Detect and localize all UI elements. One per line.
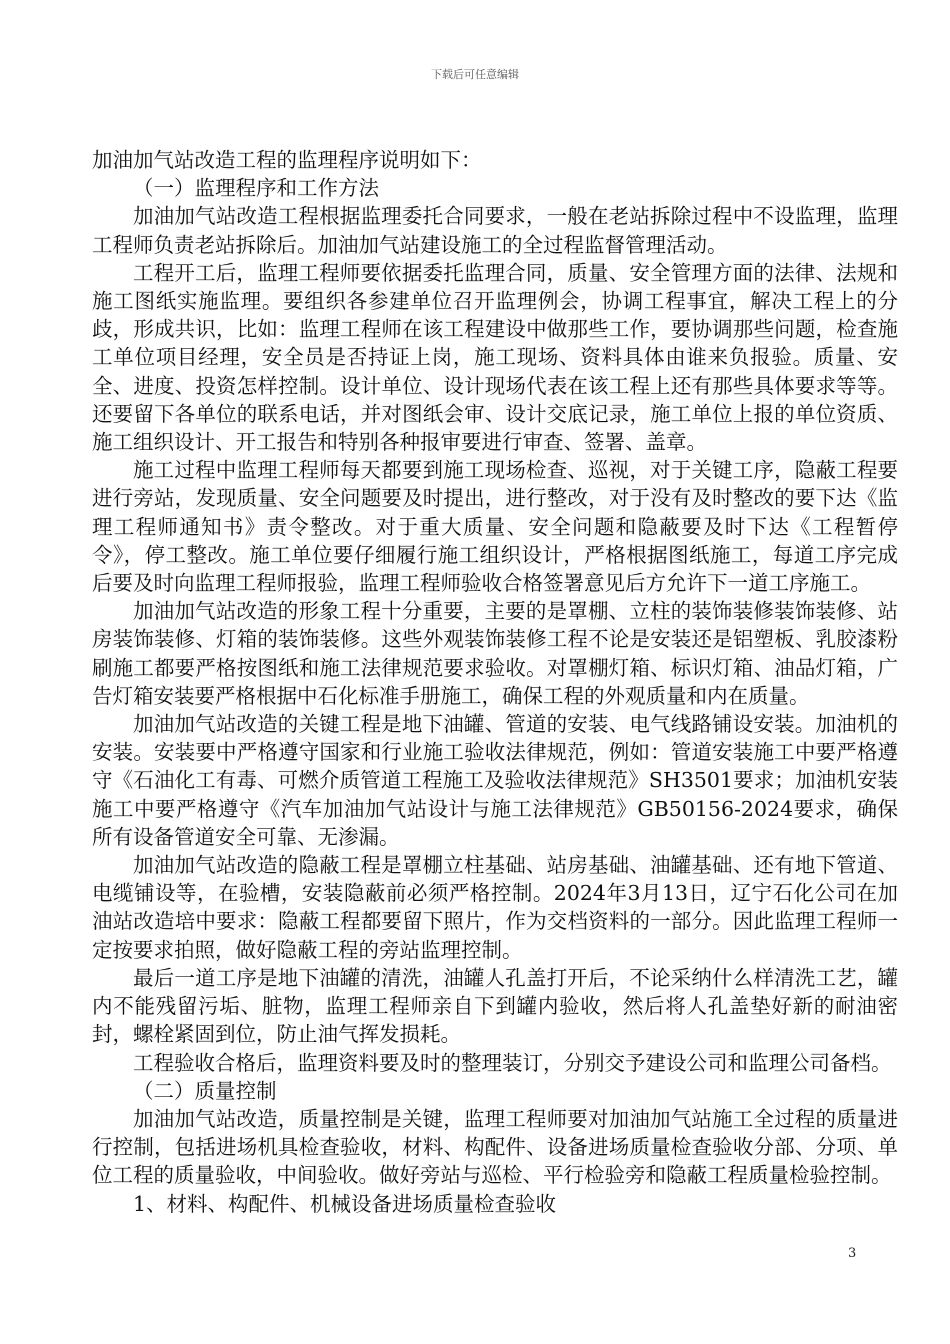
paragraph: 加油加气站改造的形象工程十分重要，主要的是罩棚、立柱的装饰装修装饰装修、站房装饰装修、灯箱的装饰装修。这些外观装饰装修工程不论是安装还是铝塑板、乳胶漆粉刷施工都要严格按图纸和施工法律规范要求验收。对罩棚灯箱、标识灯箱、油品灯箱，广告灯箱安装要严格根据中石化标准手册施工，确保工程的外观质量和内在质量。 bbox=[92, 599, 898, 708]
paragraph: 加油加气站改造工程根据监理委托合同要求，一般在老站拆除过程中不设监理，监理工程师负责老站拆除后。加油加气站建设施工的全过程监督管理活动。 bbox=[92, 204, 898, 257]
page-number: 3 bbox=[848, 1246, 857, 1261]
paragraph: 最后一道工序是地下油罐的清洗，油罐人孔盖打开后，不论采纳什么样清洗工艺，罐内不能残留污垢、脏物，监理工程师亲自下到罐内验收，然后将人孔盖垫好新的耐油密封，螺栓紧固到位，防止油气挥发损耗。 bbox=[92, 965, 898, 1047]
subsection-heading: 1、材料、构配件、机械设备进场质量检查验收 bbox=[133, 1191, 557, 1216]
document-title: 加油加气站改造工程的监理程序说明如下： bbox=[92, 148, 482, 172]
section-heading-2: （二）质量控制 bbox=[133, 1078, 277, 1103]
paragraph: 加油加气站改造的关键工程是地下油罐、管道的安装、电气线路铺设安装。加油机的安装。安装要中严格遵守国家和行业施工验收法律规范，例如：管道安装施工中要严格遵守《石油化工有毒、可燃介质管道工程施工及验收法律规范》SH3501要求；加油机安装施工中要严格遵守《汽车加油加气站设计与施工法律规范》GB50156-2024要求，确保所有设备管道安全可靠、无渗漏。 bbox=[92, 712, 898, 849]
section-heading-1: （一）监理程序和工作方法 bbox=[133, 176, 379, 201]
paragraph: 工程开工后，监理工程师要依据委托监理合同，质量、安全管理方面的法律、法规和施工图纸实施监理。要组织各参建单位召开监理例会，协调工程事宜，解决工程上的分歧，形成共识，比如：监理工程师在该工程建设中做那些工作，要协调那些问题，检查施工单位项目经理，安全员是否持证上岗，施工现场、资料具体由谁来负报验。质量、安全、进度、投资怎样控制。设计单位、设计现场代表在该工程上还有那些具体要求等等。还要留下各单位的联系电话，并对图纸会审、设计交底记录，施工单位上报的单位资质、施工组织设计、开工报告和特别各种报审要进行审查、签署、盖章。 bbox=[92, 260, 898, 455]
page-header: 下载后可任意编辑 bbox=[431, 68, 519, 81]
paragraph: 加油加气站改造的隐蔽工程是罩棚立柱基础、站房基础、油罐基础、还有地下管道、电缆铺设等，在验槽，安装隐蔽前必须严格控制。2024年3月13日，辽宁石化公司在加油站改造培中要求：隐蔽工程都要留下照片，作为交档资料的一部分。因此监理工程师一定按要求拍照，做好隐蔽工程的旁站监理控制。 bbox=[92, 853, 898, 962]
paragraph: 工程验收合格后，监理资料要及时的整理装订，分别交予建设公司和监理公司备档。 bbox=[133, 1050, 892, 1075]
paragraph: 施工过程中监理工程师每天都要到施工现场检查、巡视，对于关键工序，隐蔽工程要进行旁站，发现质量、安全问题要及时提出，进行整改，对于没有及时整改的要下达《监理工程师通知书》责令整改。对于重大质量、安全问题和隐蔽要及时下达《工程暂停令》，停工整改。施工单位要仔细履行施工组织设计，严格根据图纸施工，每道工序完成后要及时向监理工程师报验，监理工程师验收合格签署意见后方允许下一道工序施工。 bbox=[92, 458, 898, 596]
paragraph: 加油加气站改造，质量控制是关键，监理工程师要对加油加气站施工全过程的质量进行控制，包括进场机具检查验收，材料、构配件、设备进场质量检查验收分部、分项、单位工程的质量验收，中间验收。做好旁站与巡检、平行检验旁和隐蔽工程质量检验控制。 bbox=[92, 1106, 898, 1188]
document-body bbox=[92, 146, 898, 1218]
